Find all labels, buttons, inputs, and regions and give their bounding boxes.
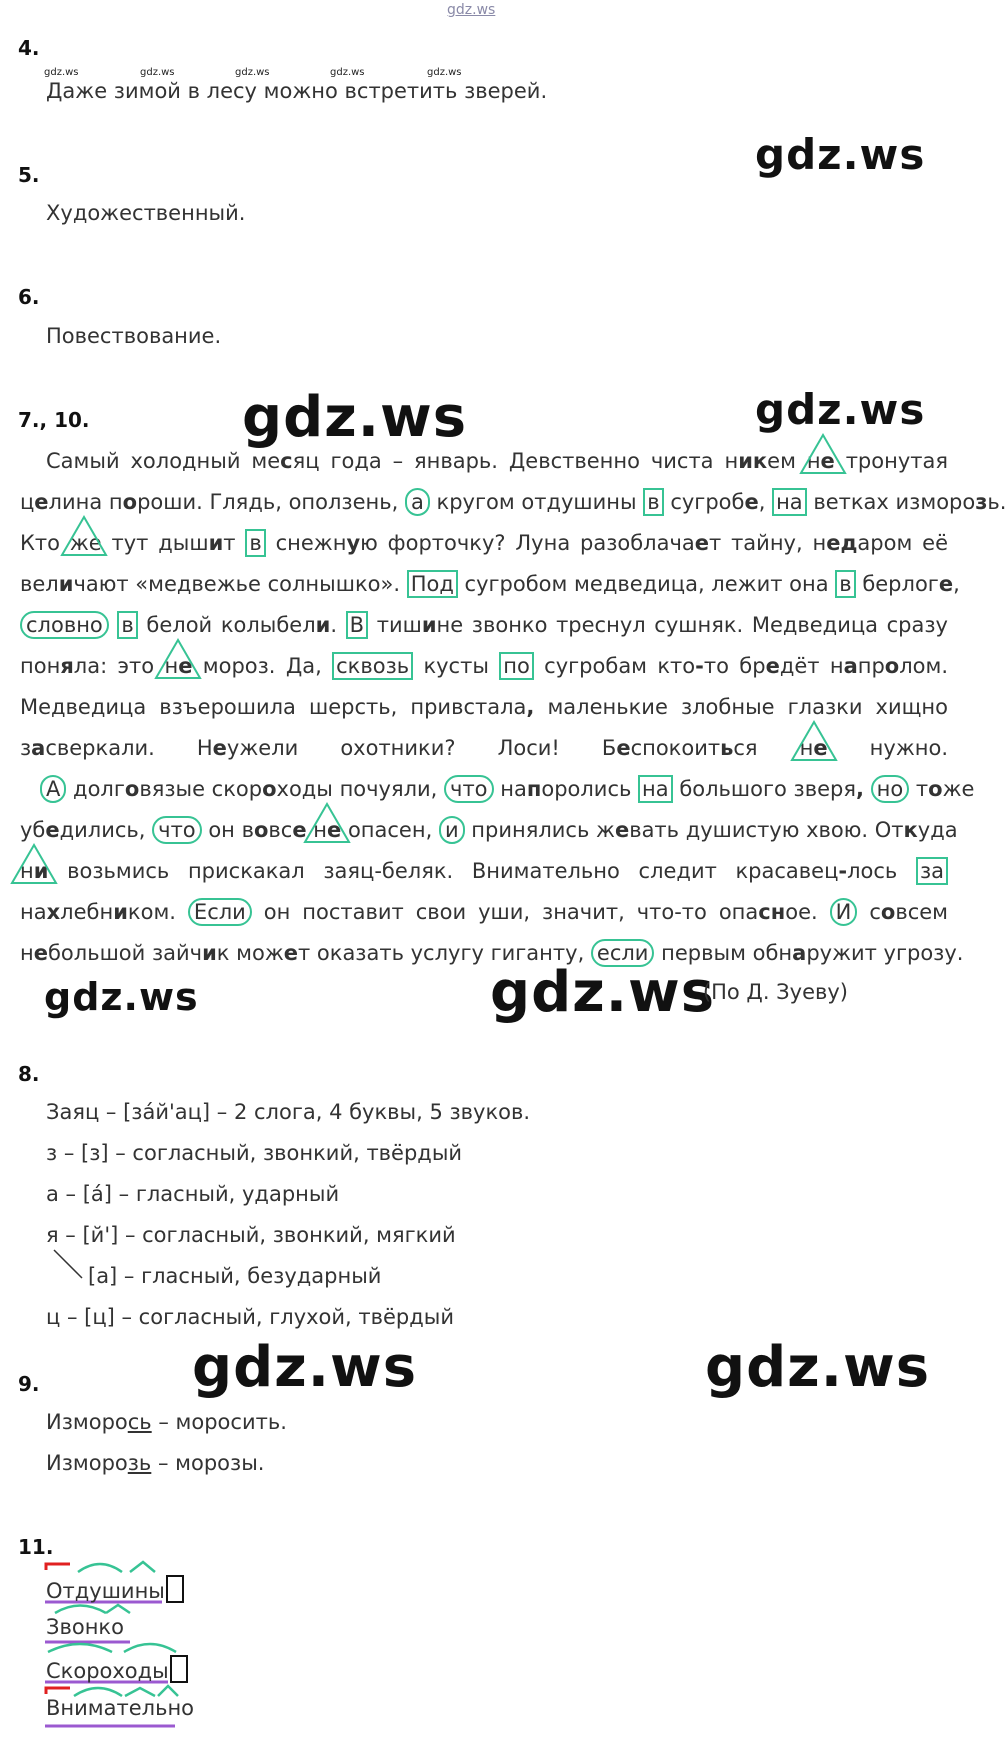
task-6-answer: Повествование.	[46, 324, 222, 348]
task-4-number: 4.	[18, 36, 40, 60]
phonetic-line: я – [й'] – согласный, звонкий, мягкий	[46, 1223, 456, 1247]
watermark-big: gdz.ws	[192, 1335, 418, 1400]
watermark-big: gdz.ws	[242, 385, 468, 450]
word-pair-2: Изморозь – морозы.	[46, 1451, 265, 1475]
branch-line	[52, 1248, 88, 1282]
phonetic-line: [а] – гласный, безударный	[88, 1264, 382, 1288]
task-11-number: 11.	[18, 1535, 54, 1559]
watermark-big: gdz.ws	[755, 130, 926, 179]
watermark-small: gdz.ws	[44, 67, 79, 78]
task-7-number: 7., 10.	[18, 408, 90, 432]
phonetic-line: а – [а́] – гласный, ударный	[46, 1182, 340, 1206]
morpheme-word: Звонко	[46, 1615, 124, 1639]
task-7-text: Самый холодный месяц года – январь. Девственно чиста никем не тронутая целина пороши. Глядь, оползень, а кругом отдушины в сугробе, на ветках изморозь. Кто же тут дышит в снежную форточку? Луна разоблачает тайну, недаром её величают «медвежье солнышко». Под сугробом медведица, лежит она в берлоге, словно в белой колыбели. В тишине звонко треснул сушняк. Медведица сразу поняла: это не мороз. Да, сквозь кусты по сугробам кто-то бредёт напролом. Медведица взъерошила шерсть, привстала, маленькие злобные глазки хищно засверкали. Неужели охотники? Лоси! Беспокоиться не нужно. А долговязые скороходы почуяли, что напоролись на большого зверя, но тоже убедились, что он вовсе не опасен, и принялись жевать душистую хвою. Откуда ни возьмись прискакал заяц-беляк. Внимательно следит красавец-лось за нахлебником. Если он поставит свои уши, значит, что-то опасное. И совсем небольшой зайчик может оказать услугу гиганту, если первым обнаружит угрозу.	[20, 441, 948, 974]
ending-box	[170, 1655, 188, 1683]
word-pair-1: Изморось – моросить.	[46, 1410, 287, 1434]
phonetic-line: Заяц – [за́й'ац] – 2 слога, 4 буквы, 5 звуков.	[46, 1100, 531, 1124]
task-5-answer: Художественный.	[46, 201, 246, 225]
watermark-big: gdz.ws	[755, 385, 926, 434]
morpheme-word: Внимательно	[46, 1696, 195, 1720]
watermark-top: gdz.ws	[447, 2, 496, 18]
watermark-small: gdz.ws	[330, 67, 365, 78]
task-8-number: 8.	[18, 1062, 40, 1086]
watermark-small: gdz.ws	[235, 67, 270, 78]
task-4-answer: Даже зимой в лесу можно встретить зверей.	[46, 79, 548, 103]
watermark-big: gdz.ws	[44, 975, 199, 1019]
watermark-big: gdz.ws	[490, 960, 716, 1025]
ending-box	[166, 1575, 184, 1603]
task-6-number: 6.	[18, 285, 40, 309]
particle-triangle: не	[807, 441, 835, 482]
watermark-small: gdz.ws	[427, 67, 462, 78]
task-9-number: 9.	[18, 1372, 40, 1396]
author-credit: (По Д. Зуеву)	[702, 980, 848, 1004]
task-5-number: 5.	[18, 163, 40, 187]
phonetic-line: з – [з] – согласный, звонкий, твёрдый	[46, 1141, 463, 1165]
phonetic-line: ц – [ц] – согласный, глухой, твёрдый	[46, 1305, 455, 1329]
morpheme-word: Отдушины	[46, 1575, 184, 1603]
watermark-small: gdz.ws	[140, 67, 175, 78]
watermark-big: gdz.ws	[705, 1335, 931, 1400]
morpheme-word: Скороходы	[46, 1655, 188, 1683]
